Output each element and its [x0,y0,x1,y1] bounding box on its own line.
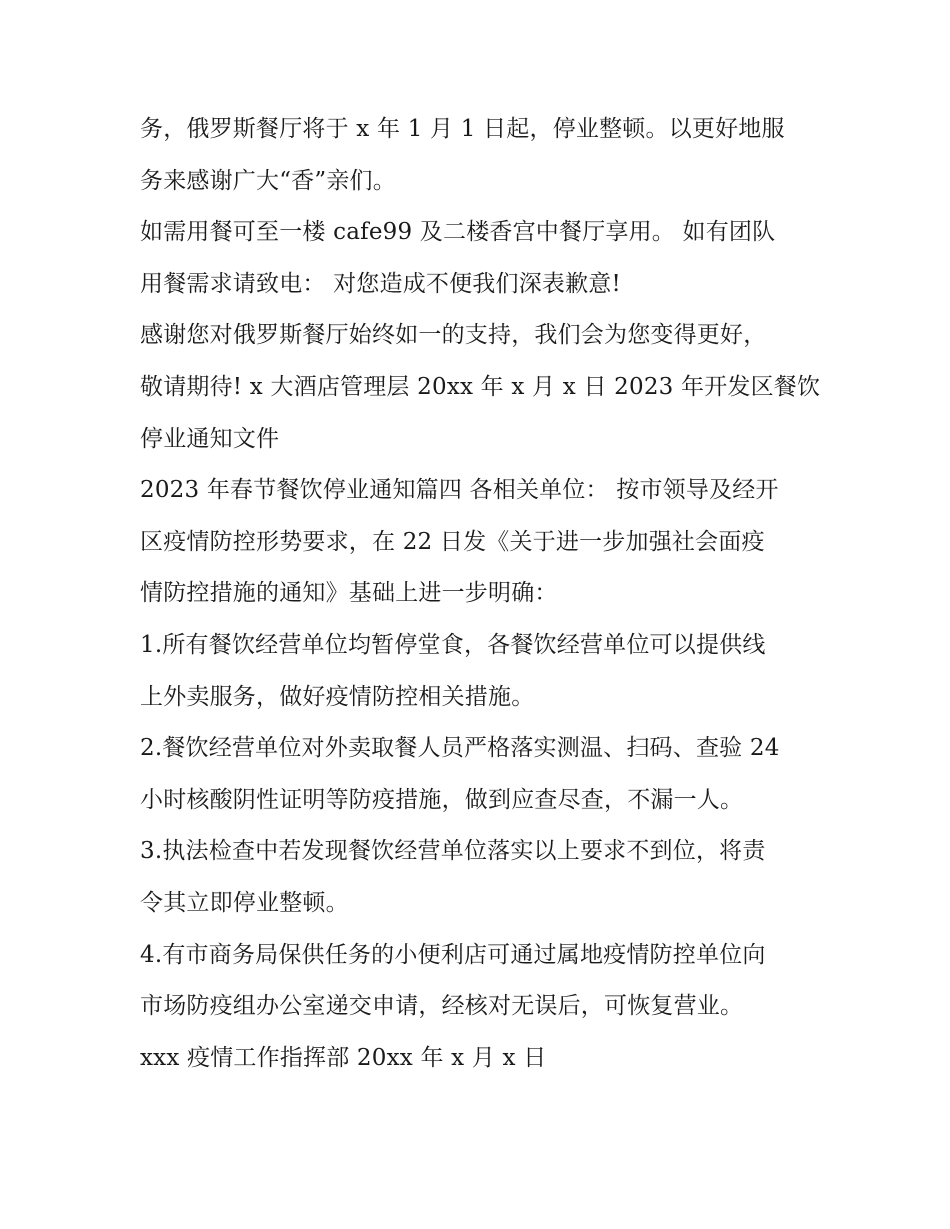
text-line: 情防控措施的通知》基础上进一步明确： [140,580,558,607]
text-line: 感谢您对俄罗斯餐厅始终如一的支持，我们会为您变得更好， [140,322,767,349]
text-line: 敬请期待! x 大酒店管理层 20xx 年 x 月 x 日 2023 年开发区餐饮 [140,373,821,400]
text-line: 3.执法检查中若发现餐饮经营单位落实以上要求不到位，将责 [140,838,766,865]
text-line: 4.有市商务局保供任务的小便利店可通过属地疫情防控单位向 [140,941,766,968]
text-line: 1.所有餐饮经营单位均暂停堂食，各餐饮经营单位可以提供线 [140,631,766,658]
text-line: 停业通知文件 [140,425,280,452]
text-line: 用餐需求请致电： 对您造成不便我们深表歉意! [140,270,621,297]
text-line: xxx 疫情工作指挥部 20xx 年 x 月 x 日 [140,1044,547,1071]
text-line: 上外卖服务，做好疫情防控相关措施。 [140,683,535,710]
text-line: 务来感谢广大“香”亲们。 [140,167,396,194]
text-line: 如需用餐可至一楼 cafe99 及二楼香宫中餐厅享用。 如有团队 [140,219,776,246]
text-line: 令其立即停业整顿。 [140,889,349,916]
text-line: 2.餐饮经营单位对外卖取餐人员严格落实测温、扫码、查验 24 [140,735,780,762]
document-body [140,104,820,1084]
text-line: 市场防疫组办公室递交申请，经核对无误后，可恢复营业。 [140,993,744,1020]
text-line: 小时核酸阴性证明等防疫措施，做到应查尽查，不漏一人。 [140,786,744,813]
text-line: 务，俄罗斯餐厅将于 x 年 1 月 1 日起，停业整顿。以更好地服 [140,116,785,142]
text-line: 2023 年春节餐饮停业通知篇四 各相关单位： 按市领导及经开 [140,477,779,504]
text-line: 区疫情防控形势要求，在 22 日发《关于进一步加强社会面疫 [140,528,765,555]
